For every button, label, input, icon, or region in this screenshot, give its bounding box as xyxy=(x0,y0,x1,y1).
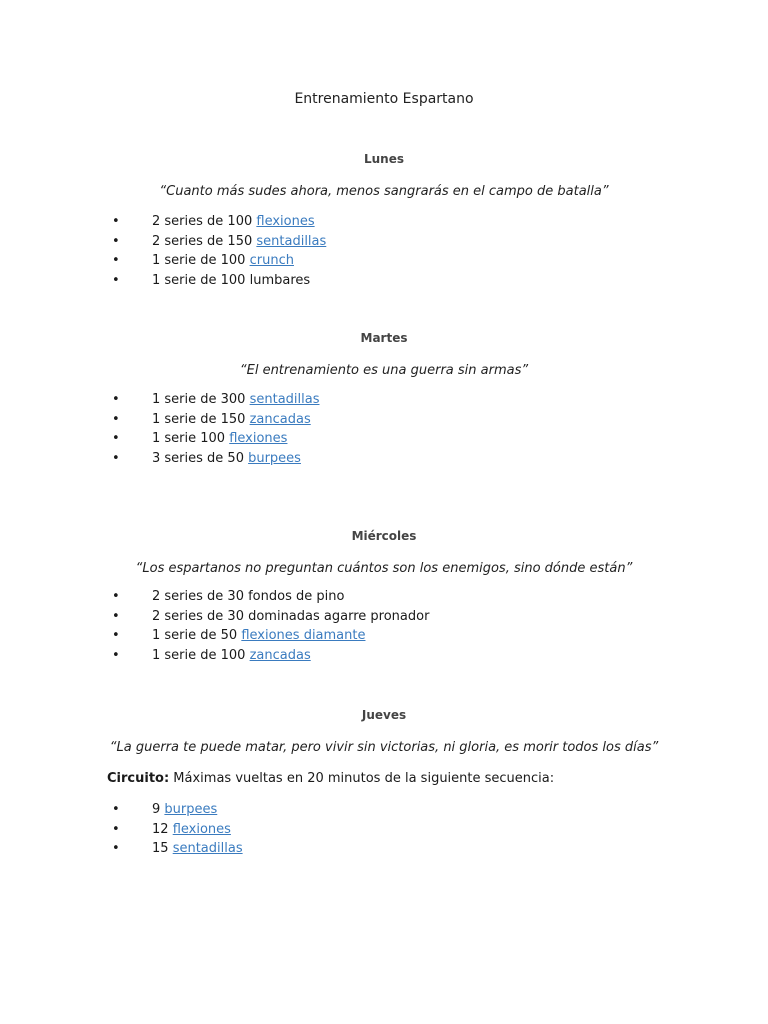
list-item: • 2 series de 100 flexiones xyxy=(112,212,326,232)
bullet-icon: • xyxy=(112,821,120,837)
circuit-description: Circuito: Máximas vueltas en 20 minutos de la siguiente secuencia: xyxy=(107,771,555,786)
list-item: • 9 burpees xyxy=(112,800,243,820)
quote-lunes: “Cuanto más sudes ahora, menos sangrarás en el campo de batalla” xyxy=(159,184,609,199)
day-heading-jueves: Jueves xyxy=(361,708,407,722)
bullet-icon: • xyxy=(112,233,120,249)
list-item: • 1 serie de 300 sentadillas xyxy=(112,390,320,410)
bullet-icon: • xyxy=(112,392,120,407)
quote-jueves: “La guerra te puede matar, pero vivir sin victorias, ni gloria, es morir todos los días” xyxy=(109,740,659,755)
exercise-link[interactable]: sentadillas xyxy=(172,841,243,857)
bullet-icon: • xyxy=(112,450,120,466)
exercise-link[interactable]: flexiones xyxy=(172,821,231,837)
quote-martes: “El entrenamiento es una guerra sin armas” xyxy=(239,363,529,378)
exercise-list-miercoles xyxy=(112,587,429,665)
day-heading-lunes: Lunes xyxy=(363,152,404,166)
list-item: • 15 sentadillas xyxy=(112,839,243,859)
exercise-link[interactable]: burpees xyxy=(164,802,218,817)
list-item: • 12 flexiones xyxy=(112,820,243,840)
bullet-icon: • xyxy=(112,253,120,269)
bullet-icon: • xyxy=(112,802,120,817)
list-item: • 1 serie de 100 zancadas xyxy=(112,646,429,666)
bullet-icon: • xyxy=(112,608,120,624)
list-item: • 2 series de 30 dominadas agarre pronador xyxy=(112,607,429,627)
day-heading-martes: Martes xyxy=(360,331,408,345)
bullet-icon: • xyxy=(112,272,120,288)
exercise-link[interactable]: flexiones xyxy=(256,214,315,229)
exercise-list-jueves xyxy=(112,800,243,859)
bullet-icon: • xyxy=(112,431,120,447)
document-title: Entrenamiento Espartano xyxy=(294,91,474,107)
list-item: • 1 serie de 150 zancadas xyxy=(112,410,320,430)
list-item: • 1 serie de 100 crunch xyxy=(112,251,326,271)
list-item: • 1 serie de 50 flexiones diamante xyxy=(112,626,429,646)
bullet-icon: • xyxy=(112,628,120,644)
bullet-icon: • xyxy=(112,647,120,663)
exercise-link[interactable]: sentadillas xyxy=(249,392,320,407)
list-item: • 1 serie 100 flexiones xyxy=(112,429,320,449)
exercise-link[interactable]: crunch xyxy=(249,253,294,269)
exercise-link[interactable]: flexiones diamante xyxy=(241,628,366,644)
exercise-link[interactable]: zancadas xyxy=(249,647,311,663)
exercise-link[interactable]: sentadillas xyxy=(256,233,327,249)
bullet-icon: • xyxy=(112,841,120,857)
bullet-icon: • xyxy=(112,214,120,229)
list-item: • 2 series de 30 fondos de pino xyxy=(112,587,429,607)
day-heading-miercoles: Miércoles xyxy=(351,529,417,543)
exercise-link[interactable]: burpees xyxy=(248,450,301,466)
exercise-link[interactable]: flexiones xyxy=(229,431,288,447)
circuit-label: Circuito: xyxy=(107,771,170,786)
list-item: • 2 series de 150 sentadillas xyxy=(112,232,326,252)
exercise-list-lunes xyxy=(112,212,326,290)
bullet-icon: • xyxy=(112,589,120,604)
quote-miercoles: “Los espartanos no preguntan cuántos son los enemigos, sino dónde están” xyxy=(135,561,633,576)
exercise-list-martes xyxy=(112,390,320,468)
bullet-icon: • xyxy=(112,411,120,427)
list-item: • 1 serie de 100 lumbares xyxy=(112,271,326,291)
list-item: • 3 series de 50 burpees xyxy=(112,449,320,469)
exercise-link[interactable]: zancadas xyxy=(249,411,311,427)
